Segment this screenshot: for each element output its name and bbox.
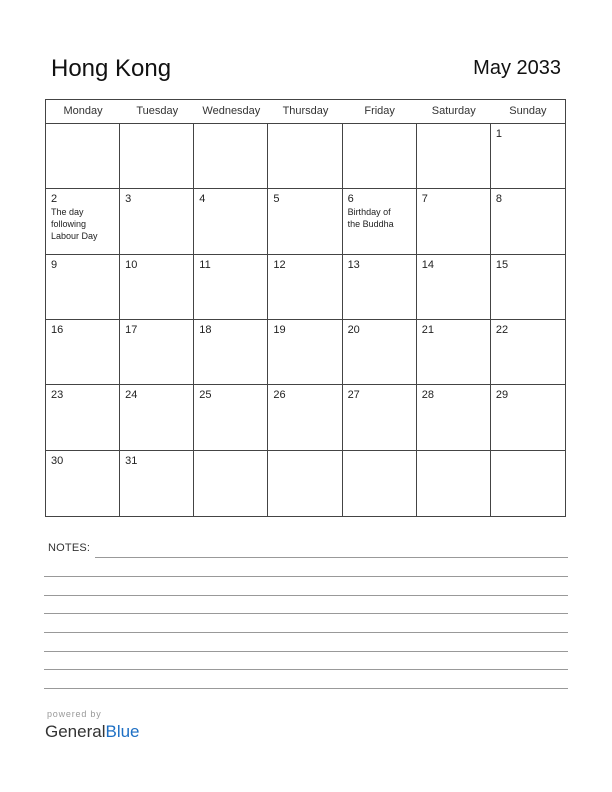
day-cell xyxy=(120,451,194,516)
day-cell xyxy=(343,124,417,189)
day-cell xyxy=(417,385,491,450)
note-line xyxy=(44,669,568,670)
day-cell xyxy=(417,124,491,189)
day-number: 30 xyxy=(51,454,64,467)
day-number: 13 xyxy=(347,258,360,271)
day-number: 12 xyxy=(273,258,286,271)
day-number: 14 xyxy=(421,258,434,271)
day-number: 9 xyxy=(51,258,58,271)
day-cell xyxy=(417,189,491,254)
day-cell xyxy=(491,124,565,189)
day-number: 24 xyxy=(125,389,138,402)
day-cell xyxy=(268,451,342,516)
day-number: 10 xyxy=(125,258,138,271)
day-number: 2 xyxy=(51,193,58,206)
day-cell xyxy=(343,189,417,254)
day-cell xyxy=(491,189,565,254)
day-cell xyxy=(194,189,268,254)
day-cell xyxy=(120,255,194,320)
month-title: May 2033 xyxy=(473,57,561,79)
day-cell xyxy=(417,451,491,516)
day-number: 19 xyxy=(273,324,286,336)
weekday-wednesday: Wednesday xyxy=(202,105,261,117)
day-cell xyxy=(268,385,342,450)
day-cell xyxy=(194,385,268,450)
day-cell xyxy=(491,451,565,516)
note-line xyxy=(44,651,568,652)
day-number: 31 xyxy=(125,454,138,467)
day-cell xyxy=(491,385,565,450)
weekday-monday: Monday xyxy=(63,105,103,117)
day-number: 23 xyxy=(51,389,64,402)
day-cell xyxy=(194,320,268,385)
day-cell xyxy=(120,124,194,189)
brand-name-blue: Blue xyxy=(105,722,140,741)
day-cell xyxy=(417,320,491,385)
day-cell xyxy=(46,124,120,189)
day-number: 3 xyxy=(125,193,132,206)
day-cell xyxy=(120,320,194,385)
brand-footer xyxy=(45,709,140,743)
note-line xyxy=(44,613,568,614)
day-cell xyxy=(491,255,565,320)
day-number: 5 xyxy=(273,193,280,206)
day-number: 25 xyxy=(199,389,212,402)
day-cell xyxy=(268,320,342,385)
day-number: 8 xyxy=(495,193,502,206)
day-number: 16 xyxy=(51,324,64,336)
day-cell xyxy=(194,124,268,189)
day-cell xyxy=(343,255,417,320)
day-number: 18 xyxy=(199,324,212,336)
note-line xyxy=(95,557,568,558)
weekday-tuesday: Tuesday xyxy=(136,105,179,117)
calendar-grid xyxy=(45,99,566,517)
day-number: 6 xyxy=(347,193,354,206)
day-number: 29 xyxy=(495,389,509,402)
day-number: 4 xyxy=(199,193,206,206)
day-number: 21 xyxy=(421,324,434,336)
day-number: 11 xyxy=(199,258,211,271)
note-line xyxy=(44,576,568,577)
day-number: 28 xyxy=(421,389,434,402)
day-cell xyxy=(120,189,194,254)
day-cell xyxy=(194,451,268,516)
calendar-body xyxy=(46,124,565,516)
day-cell xyxy=(46,385,120,450)
day-cell xyxy=(343,451,417,516)
day-number: 20 xyxy=(347,324,360,336)
note-line xyxy=(44,688,568,689)
brand-name-general: General xyxy=(45,722,106,741)
day-event: The day following Labour Day xyxy=(51,207,98,242)
note-line xyxy=(44,632,568,633)
weekday-saturday: Saturday xyxy=(431,105,476,117)
weekday-friday: Friday xyxy=(364,105,395,117)
day-cell xyxy=(46,255,120,320)
brand-logo xyxy=(45,721,140,743)
page-title: Hong Kong xyxy=(51,55,172,82)
day-cell xyxy=(46,320,120,385)
weekday-header-row xyxy=(46,100,565,124)
day-cell xyxy=(417,255,491,320)
day-cell xyxy=(120,385,194,450)
day-cell xyxy=(268,124,342,189)
day-number: 26 xyxy=(273,389,286,402)
powered-by-text: powered by xyxy=(47,709,102,719)
day-cell xyxy=(343,385,417,450)
day-cell xyxy=(46,189,120,254)
weekday-thursday: Thursday xyxy=(282,105,329,117)
day-number: 1 xyxy=(495,128,502,140)
day-number: 22 xyxy=(495,324,509,336)
notes-label: NOTES: xyxy=(48,542,91,554)
day-cell xyxy=(194,255,268,320)
day-cell xyxy=(46,451,120,516)
note-line xyxy=(44,595,568,596)
day-cell xyxy=(491,320,565,385)
day-number: 7 xyxy=(421,193,428,206)
day-number: 15 xyxy=(495,258,509,271)
day-number: 27 xyxy=(347,389,360,402)
day-cell xyxy=(268,255,342,320)
day-event: Birthday of the Buddha xyxy=(347,207,394,230)
day-cell xyxy=(343,320,417,385)
day-number: 17 xyxy=(125,324,138,336)
weekday-sunday: Sunday xyxy=(509,105,547,117)
day-cell xyxy=(268,189,342,254)
